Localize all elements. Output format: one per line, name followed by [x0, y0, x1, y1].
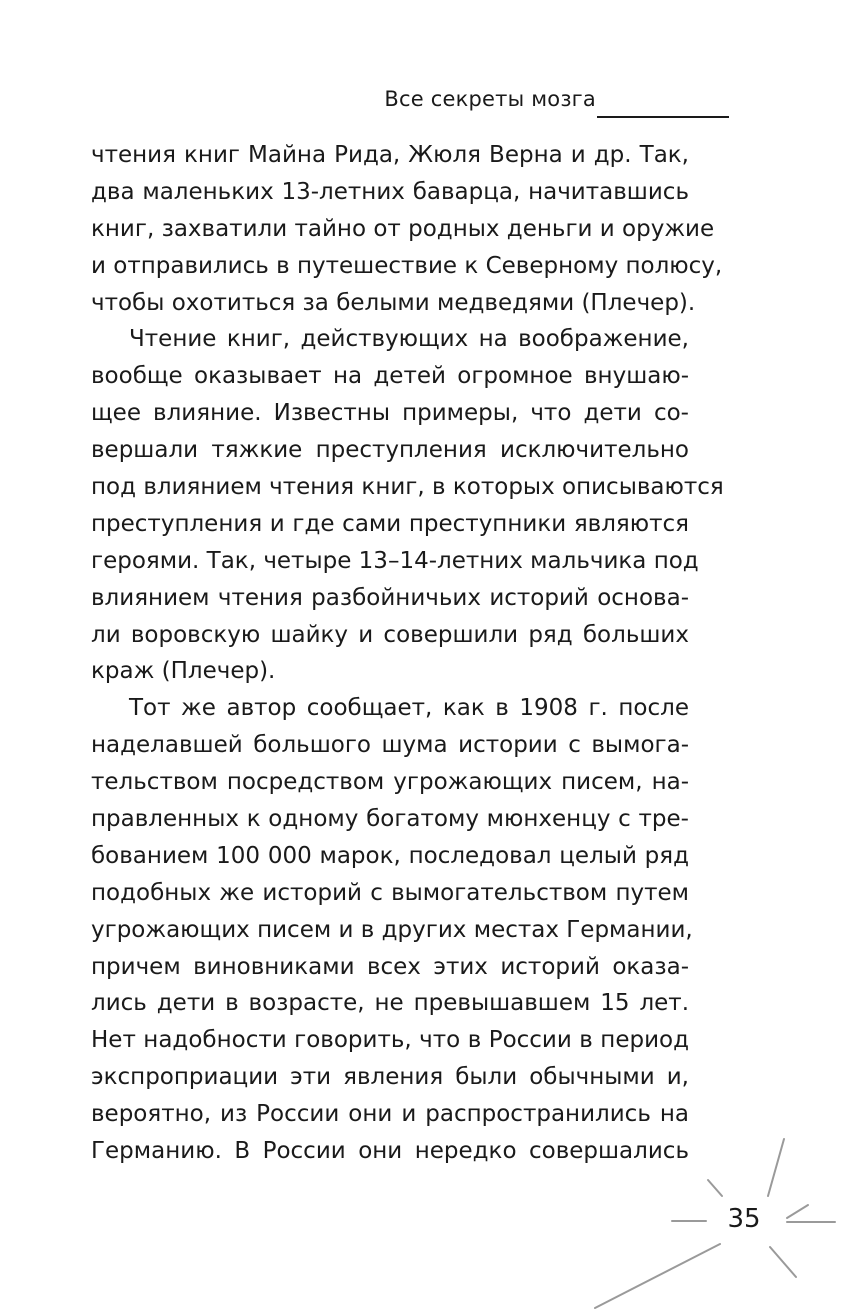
- burst-ray: [768, 1139, 784, 1196]
- text-line: краж (Плечер).: [91, 658, 276, 685]
- burst-ray: [708, 1180, 722, 1196]
- text-line: Тот же автор сообщает, как в 1908 г. после: [129, 695, 689, 722]
- text-line: вершали тяжкие преступления исключительно: [91, 437, 689, 464]
- text-line: правленных к одному богатому мюнхенцу с тре-: [91, 806, 689, 833]
- text-line: экспроприации эти явления были обычными и,: [91, 1064, 689, 1091]
- page-number: 35: [727, 1204, 761, 1234]
- text-line: преступления и где сами преступники являются: [91, 510, 689, 537]
- text-line: книг, захватили тайно от родных деньги и оружие: [91, 215, 715, 242]
- text-line: бованием 100 000 марок, последовал целый ряд: [91, 842, 689, 869]
- header-rule: [597, 116, 729, 118]
- text-line: героями. Так, четыре 13–14-летних мальчика под: [91, 547, 699, 574]
- text-line: наделавшей большого шума истории с вымога-: [91, 732, 689, 759]
- text-line: чтения книг Майна Рида, Жюля Верна и др. Так,: [91, 142, 689, 168]
- text-line: под влиянием чтения книг, в которых описываются: [91, 474, 724, 501]
- text-line: причем виновниками всех этих историй оказа-: [91, 953, 689, 980]
- burst-ray: [770, 1247, 796, 1277]
- text-line: вероятно, из России они и распространились на: [91, 1101, 689, 1128]
- text-line: лись дети в возрасте, не превышавшем 15 лет.: [91, 990, 689, 1017]
- text-line: Нет надобности говорить, что в России в период: [91, 1027, 689, 1054]
- text-line: Чтение книг, действующих на воображение,: [129, 326, 689, 353]
- text-line: подобных же историй с вымогательством путем: [91, 879, 689, 906]
- text-line: тельством посредством угрожающих писем, на-: [91, 769, 689, 796]
- text-line: чтобы охотиться за белыми медведями (Плечер).: [91, 289, 696, 316]
- text-line: влиянием чтения разбойничьих историй основа-: [91, 584, 689, 611]
- burst-ray: [595, 1244, 720, 1308]
- text-line: два маленьких 13-летних баварца, начитавшись: [91, 178, 689, 205]
- running-head: [0, 85, 844, 125]
- text-line: Германию. В России они нередко совершались: [91, 1138, 689, 1165]
- running-title: Все секреты мозга: [384, 87, 596, 111]
- text-line: и отправились в путешествие к Северному полюсу,: [91, 252, 723, 279]
- burst-ray: [787, 1205, 808, 1218]
- body-text: [91, 137, 724, 1170]
- text-line: угрожающих писем и в других местах Германии,: [91, 916, 693, 943]
- text-line: щее влияние. Известны примеры, что дети со-: [91, 400, 689, 427]
- text-line: вообще оказывает на детей огромное внушаю-: [91, 363, 689, 390]
- text-line: ли воровскую шайку и совершили ряд больших: [91, 621, 689, 648]
